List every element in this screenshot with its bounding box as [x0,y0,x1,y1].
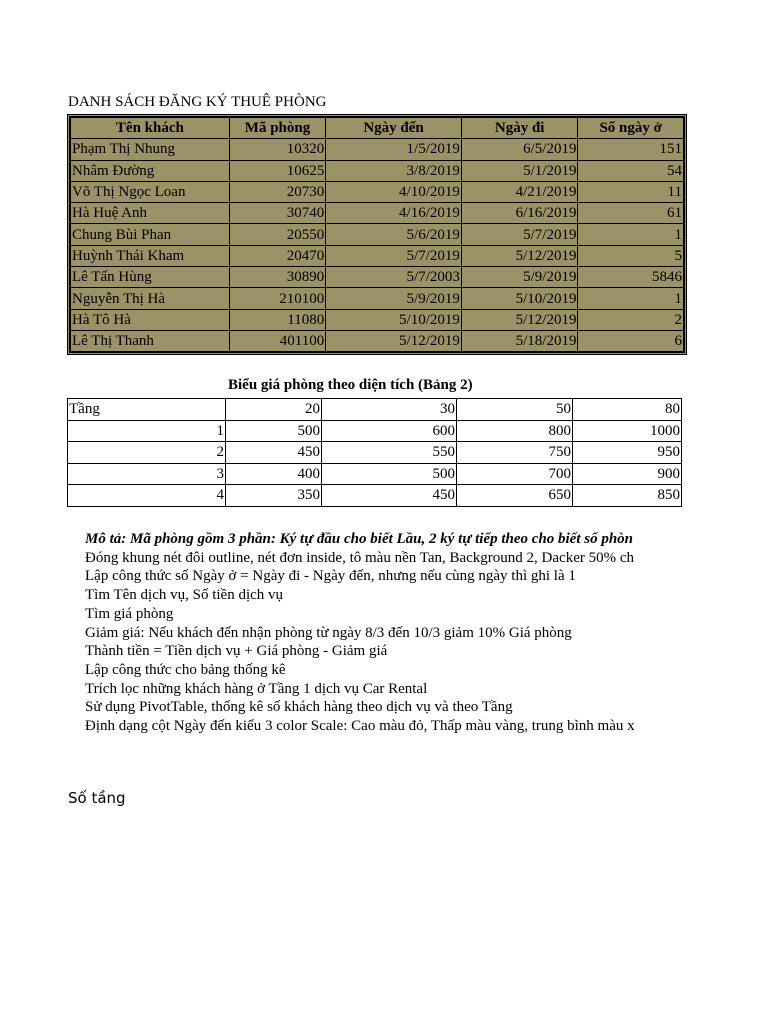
price-cell[interactable]: 900 [573,463,682,485]
floor-cell[interactable]: 1 [68,420,226,442]
arrival-date-cell[interactable]: 4/10/2019 [326,181,462,202]
arrival-date-cell[interactable]: 5/12/2019 [326,330,462,351]
room-code-cell[interactable]: 10625 [229,160,325,181]
price-cell[interactable]: 500 [322,463,457,485]
table-row [68,420,682,442]
instruction-item[interactable]: Tìm Tên dịch vụ, Số tiền dịch vụ [85,587,284,604]
arrival-date-cell[interactable]: 5/7/2003 [326,267,462,288]
guest-name-cell[interactable]: Lê Tấn Hùng [71,267,230,288]
stay-days-cell[interactable]: 11 [578,181,684,202]
room-code-cell[interactable]: 30740 [229,203,325,224]
header-cell[interactable]: Mã phòng [229,118,325,139]
table-row [71,139,684,160]
arrival-date-cell[interactable]: 1/5/2019 [326,139,462,160]
guest-name-cell[interactable]: Hà Tô Hà [71,309,230,330]
price-cell[interactable]: 800 [457,420,573,442]
table-row [71,160,684,181]
instruction-description[interactable]: Mô tả: Mã phòng gồm 3 phần: Ký tự đầu cho biết Lầu, 2 ký tự tiếp theo cho biết số phòn [85,531,634,547]
stay-days-cell[interactable]: 1 [578,288,684,309]
table-row [71,288,684,309]
price-table [67,398,681,507]
table-row [71,181,684,202]
instructions-list [85,530,681,736]
table-row [71,203,684,224]
arrival-date-cell[interactable]: 5/7/2019 [326,245,462,266]
stay-days-cell[interactable]: 54 [578,160,684,181]
departure-date-cell[interactable]: 5/18/2019 [461,330,578,351]
guest-name-cell[interactable]: Huỳnh Thái Kham [71,245,230,266]
guest-name-cell[interactable]: Nguyễn Thị Hà [71,288,230,309]
price-table-header [68,399,682,421]
price-cell[interactable]: 650 [457,485,573,507]
price-cell[interactable]: 700 [457,463,573,485]
arrival-date-cell[interactable]: 4/16/2019 [326,203,462,224]
price-cell[interactable]: 350 [226,485,322,507]
instruction-item[interactable]: Trích lọc những khách hàng ở Tầng 1 dịch vụ Car Rental [85,680,428,697]
table-row [71,245,684,266]
departure-date-cell[interactable]: 5/12/2019 [461,245,578,266]
departure-date-cell[interactable]: 5/10/2019 [461,288,578,309]
table-row [71,224,684,245]
booking-table-header [71,118,684,139]
price-cell[interactable]: 1000 [573,420,682,442]
floor-header-cell[interactable]: Tầng [68,399,226,421]
price-cell[interactable]: 450 [322,485,457,507]
guest-name-cell[interactable]: Lê Thị Thanh [71,330,230,351]
table-row [71,330,684,351]
price-cell[interactable]: 850 [573,485,682,507]
price-cell[interactable]: 950 [573,442,682,464]
stay-days-cell[interactable]: 151 [578,139,684,160]
instruction-item[interactable]: Sử dụng PivotTable, thống kê số khách hàng theo dịch vụ và theo Tầng [85,699,513,716]
guest-name-cell[interactable]: Phạm Thị Nhung [71,139,230,160]
price-cell[interactable]: 600 [322,420,457,442]
price-cell[interactable]: 550 [322,442,457,464]
stay-days-cell[interactable]: 1 [578,224,684,245]
instruction-item[interactable]: Tìm giá phòng [85,605,174,622]
stay-days-cell[interactable]: 5 [578,245,684,266]
table-row [68,442,682,464]
room-code-cell[interactable]: 20730 [229,181,325,202]
area-header-cell[interactable]: 30 [322,399,457,421]
table-row [68,485,682,507]
floor-cell[interactable]: 2 [68,442,226,464]
price-cell[interactable]: 450 [226,442,322,464]
price-cell[interactable]: 500 [226,420,322,442]
instruction-item[interactable]: Định dạng cột Ngày đến kiểu 3 color Scale: Cao màu đỏ, Thấp màu vàng, trung bình màu x [85,718,635,735]
stay-days-cell[interactable]: 6 [578,330,684,351]
room-code-cell[interactable]: 20550 [229,224,325,245]
area-header-cell[interactable]: 20 [226,399,322,421]
room-code-cell[interactable]: 401100 [229,330,325,351]
departure-date-cell[interactable]: 6/16/2019 [461,203,578,224]
price-table-title: Biểu giá phòng theo diện tích (Bảng 2) [228,377,473,393]
header-cell[interactable]: Ngày đi [461,118,578,139]
price-cell[interactable]: 750 [457,442,573,464]
departure-date-cell[interactable]: 5/7/2019 [461,224,578,245]
price-cell[interactable]: 400 [226,463,322,485]
floor-cell[interactable]: 3 [68,463,226,485]
room-code-cell[interactable]: 20470 [229,245,325,266]
departure-date-cell[interactable]: 5/9/2019 [461,267,578,288]
instruction-item[interactable]: Lập công thức cho bảng thống kê [85,661,286,678]
area-header-cell[interactable]: 80 [573,399,682,421]
guest-name-cell[interactable]: Nhâm Đường [71,160,230,181]
instruction-item[interactable]: Lập công thức số Ngày ở = Ngày đi - Ngày đến, nhưng nếu cùng ngày thì ghi là 1 [85,568,576,585]
table-row [68,463,682,485]
stay-days-cell[interactable]: 61 [578,203,684,224]
room-code-cell[interactable]: 11080 [229,309,325,330]
arrival-date-cell[interactable]: 5/10/2019 [326,309,462,330]
sheet-title: DANH SÁCH ĐĂNG KÝ THUÊ PHÒNG [68,94,327,110]
floor-cell[interactable]: 4 [68,485,226,507]
departure-date-cell[interactable]: 5/1/2019 [461,160,578,181]
departure-date-cell[interactable]: 5/12/2019 [461,309,578,330]
instruction-item[interactable]: Đóng khung nét đôi outline, nét đơn inside, tô màu nền Tan, Background 2, Dacker 50% ch [85,549,634,566]
booking-table [67,114,687,355]
instruction-item[interactable]: Thành tiền = Tiền dịch vụ + Giá phòng - Giảm giá [85,643,388,660]
stay-days-cell[interactable]: 5846 [578,267,684,288]
table-row [71,267,684,288]
guest-name-cell[interactable]: Chung Bùi Phan [71,224,230,245]
arrival-date-cell[interactable]: 5/9/2019 [326,288,462,309]
departure-date-cell[interactable]: 6/5/2019 [461,139,578,160]
area-header-cell[interactable]: 50 [457,399,573,421]
table-row [71,309,684,330]
stay-days-cell[interactable]: 2 [578,309,684,330]
header-cell[interactable]: Tên khách [71,118,230,139]
room-code-cell[interactable]: 10320 [229,139,325,160]
arrival-date-cell[interactable]: 3/8/2019 [326,160,462,181]
instruction-item[interactable]: Giảm giá: Nếu khách đến nhận phòng từ ngày 8/3 đến 10/3 giảm 10% Giá phòng [85,624,572,641]
header-cell[interactable]: Ngày đến [326,118,462,139]
arrival-date-cell[interactable]: 5/6/2019 [326,224,462,245]
floor-count-label[interactable]: Số tầng [68,789,126,807]
header-cell[interactable]: Số ngày ở [578,118,684,139]
guest-name-cell[interactable]: Hà Huệ Anh [71,203,230,224]
departure-date-cell[interactable]: 4/21/2019 [461,181,578,202]
room-code-cell[interactable]: 30890 [229,267,325,288]
guest-name-cell[interactable]: Võ Thị Ngọc Loan [71,181,230,202]
room-code-cell[interactable]: 210100 [229,288,325,309]
